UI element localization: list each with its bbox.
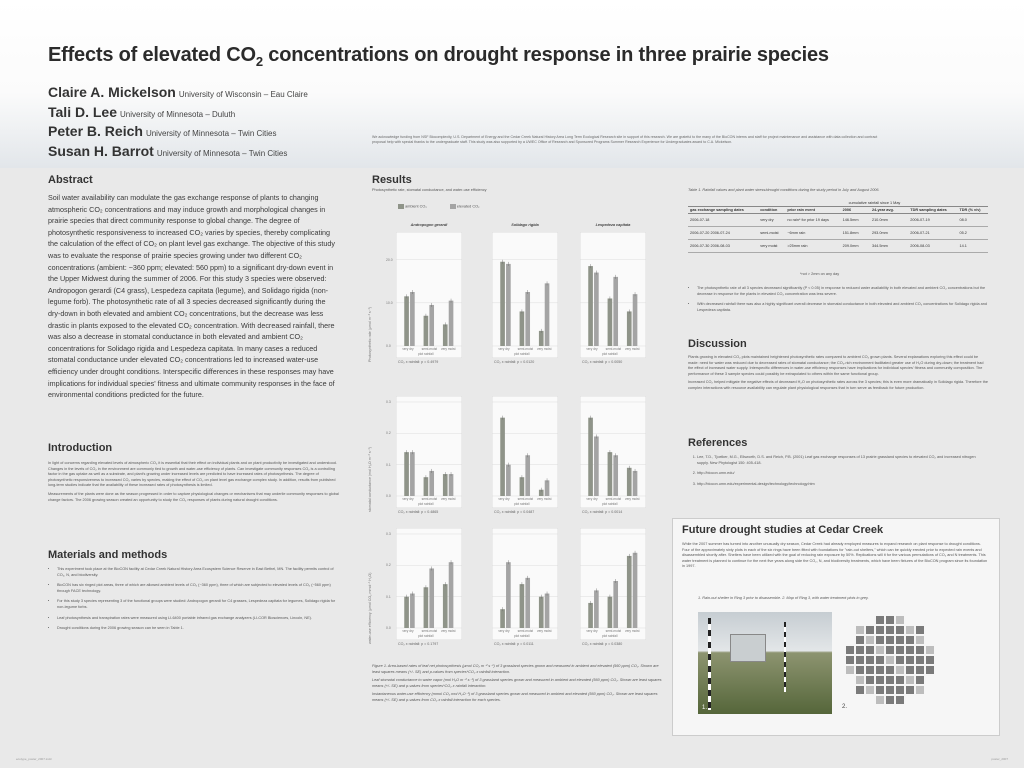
plot-cell: [926, 666, 934, 674]
y-tick-label: 0.2: [386, 431, 391, 436]
bar-ambient: [443, 474, 448, 496]
bar-ambient: [520, 584, 525, 628]
plot-cell: [846, 656, 854, 664]
bar-chart: [396, 396, 462, 508]
acknowledgement: We acknowledge funding from NSF Biocomplexity, U.S. Department of Energy and the Cedar Creek Natural History Area Long Term Ecological Research site in support of this research. We are grateful to the many of the BioCON interns and staff for project maintenance and assistance with data collection and contract proposal help with special thanks to the undergraduate staff. This study was also supported by a UWEC Office of Research and Sponsored Programs Summer Research Experience for Undergraduates award to C.A. Mickelson.: [372, 135, 878, 144]
x-tick-label: semi-moist: [605, 347, 622, 351]
discussion-text: Plants growing in elevated CO₂ plots maintained heightened photosynthetic rates compared to ambient CO₂ grown plants. Several explanations exploring this effect could be made: need for water was reduced due to decreased rates of stomatal conductance; the CO₂-rich environment facilitated greater use of H₂O during dry-down; the treatment had the effect of increased water supply. Interspecific differences in water-use efficiency responses have implications for individual species' fitness and community composition. The performance of these 3 sample species could possibly be extrapolated to others within the same functional group. Increased CO₂ helped mitigate the negative effects of decreased H₂O on photosynthetic rates across the 3 species; this is even more dramatically in Solidago rigida. Therefore the complex interactions with resource availability can regulate plant physiological responses that in turn serve as feedback for future production.: [688, 355, 988, 390]
references-list: 1. Lee, T.D., Tjoelker, M.G., Ellsworth, D.S. and Reich, P.B. (2001) Leaf gas exchange responses of 13 prairie grassland species to elevated CO₂ and increased nitrogen supply. New Phytologist 150: 405-418. 2. http://biocon.umn.edu/ 3. http://biocon.umn.edu/experimental-design/technology/technology.htm: [688, 455, 988, 492]
discussion-heading: Discussion: [688, 338, 747, 350]
plot-cell: [856, 646, 864, 654]
x-tick-label: very moist: [536, 347, 552, 351]
y-tick-label: 0.0: [386, 494, 391, 498]
abstract-heading: Abstract: [48, 174, 93, 186]
bar-ambient: [520, 311, 525, 346]
y-tick-label: 0.3: [386, 532, 391, 536]
bar-elevated: [410, 594, 415, 628]
plot-cell: [866, 686, 874, 694]
plot-cell: [916, 646, 924, 654]
bar-elevated: [449, 562, 454, 628]
bar-ambient: [500, 418, 505, 496]
x-tick-label: very dry: [498, 497, 510, 501]
bar-elevated: [429, 305, 434, 346]
bar-elevated: [594, 590, 599, 628]
plot-cell: [896, 616, 904, 624]
x-tick-label: very moist: [624, 629, 640, 633]
plot-cell: [876, 626, 884, 634]
introduction-text: In light of concerns regarding elevated levels of atmospheric CO₂ it is essential that their effect on individual plants and on plant productivity be investigated and understood. Changes in the levels of CO₂ in the environment are commonly tied to growth and water-use efficiency of plants. Can investigate community responses CO₂ is a controlling factor in the gas uptake as well as a substrate, and plant's growing under increased levels are predicted to have increased rates of photosynthesis. The degree of photosynthetic responsiveness to increased CO₂ varies by species, making the effect of CO₂ on plant level gas exchange complex study. In addition, results from published long-term studies indicate that the availability of these increased rates of photosynthesis is limited. Measurements of the plants were done as the season progressed in order to capture physiological changes or mechanisms that may underlie community responses to global change factors. The 2006 growing season created an opportunity to study the CO₂ responses of plants during natural drought conditions.: [48, 461, 339, 502]
x-tick-label: very dry: [402, 497, 414, 501]
plot-cell: [846, 646, 854, 654]
bar-elevated: [633, 471, 638, 496]
x-tick-label: very dry: [586, 497, 598, 501]
bar-elevated: [449, 301, 454, 346]
plot-cell: [906, 676, 914, 684]
x-axis-label: plot rainfall: [418, 634, 434, 638]
bar-elevated: [594, 273, 599, 346]
bar-ambient: [424, 477, 429, 496]
x-axis-label: plot rainfall: [602, 352, 618, 356]
plot-cell: [856, 656, 864, 664]
y-tick-label: 0.2: [386, 563, 391, 568]
x-tick-label: very dry: [498, 629, 510, 633]
bar-elevated: [525, 578, 530, 628]
plot-cell: [906, 646, 914, 654]
y-axis-label: stomatal conductance (mol H₂O m⁻² s⁻¹): [368, 447, 372, 512]
plot-cell: [896, 676, 904, 684]
x-tick-label: semi-moist: [421, 629, 438, 633]
x-tick-label: very dry: [402, 347, 414, 351]
bar-chart: [580, 396, 646, 508]
future-captions: 1. Rain-out shelter in Ring 3 prior to disassemble. 2. Map of Ring 3, with water treatment plots in grey.: [698, 596, 869, 600]
plot-cell: [866, 676, 874, 684]
bar-elevated: [633, 553, 638, 628]
plot-cell: [886, 656, 894, 664]
interaction-p-value: CO₂ x rainfall: p = 0.4865: [398, 510, 439, 514]
x-tick-label: semi-moist: [605, 629, 622, 633]
bar-elevated: [506, 562, 511, 628]
x-tick-label: very moist: [624, 347, 640, 351]
plot-cell: [866, 626, 874, 634]
bar-elevated: [525, 292, 530, 346]
bar-elevated: [449, 474, 454, 496]
x-tick-label: semi-moist: [517, 497, 534, 501]
y-tick-label: 0.1: [386, 594, 391, 599]
plot-cell: [896, 686, 904, 694]
x-axis-label: plot rainfall: [514, 502, 530, 506]
plot-cell: [906, 636, 914, 644]
y-tick-label: 20.0: [386, 257, 393, 262]
x-tick-label: very moist: [440, 347, 456, 351]
plot-cell: [876, 686, 884, 694]
plot-cell: [906, 686, 914, 694]
x-tick-label: semi-moist: [605, 497, 622, 501]
x-tick-label: very moist: [440, 629, 456, 633]
x-tick-label: very moist: [536, 629, 552, 633]
x-tick-label: very moist: [624, 497, 640, 501]
y-tick-label: 0.0: [386, 344, 391, 348]
x-tick-label: very moist: [440, 497, 456, 501]
bar-ambient: [500, 609, 505, 628]
methods-heading: Materials and methods: [48, 549, 168, 561]
plot-cell: [876, 646, 884, 654]
bar-ambient: [539, 597, 544, 628]
author: Peter B. Reich University of Minnesota – Twin Cities: [48, 123, 277, 139]
results-subtitle: Photosynthetic rate, stomatal conductance, and water-use efficiency: [372, 188, 487, 192]
bar-elevated: [613, 581, 618, 628]
bar-ambient: [443, 324, 448, 346]
survey-pole: [784, 622, 786, 692]
author: Tali D. Lee University of Minnesota – Duluth: [48, 103, 236, 120]
plot-cell: [916, 666, 924, 674]
plot-cell: [886, 676, 894, 684]
bar-ambient: [404, 597, 409, 628]
plot-cell: [876, 616, 884, 624]
bar-chart: [580, 528, 646, 640]
file-label-right: poster_2007: [991, 757, 1008, 761]
plot-cell: [876, 696, 884, 704]
plot-cell: [886, 636, 894, 644]
bar-ambient: [588, 603, 593, 628]
x-tick-label: semi-moist: [517, 347, 534, 351]
interaction-p-value: CO₂ x rainfall: p = 0.0014: [582, 510, 623, 514]
bar-ambient: [443, 584, 448, 628]
y-tick-label: 0.3: [386, 400, 391, 404]
future-heading: Future drought studies at Cedar Creek: [682, 524, 884, 536]
bar-ambient: [627, 311, 632, 346]
map-label: 2.: [842, 704, 848, 710]
y-axis-label: water-use efficiency (μmol CO₂ mmol⁻¹ H₂O): [368, 572, 372, 644]
plot-cell: [926, 656, 934, 664]
author: Claire A. Mickelson University of Wisconsin – Eau Claire: [48, 84, 308, 100]
plot-cell: [916, 656, 924, 664]
legend-swatch-ambient: [398, 204, 404, 209]
chart-legend: ambient CO₂ elevated CO₂: [398, 204, 480, 209]
bar-ambient: [520, 477, 525, 496]
plot-cell: [886, 626, 894, 634]
bar-elevated: [613, 455, 618, 496]
bar-ambient: [627, 468, 632, 496]
plot-cell: [856, 626, 864, 634]
legend-swatch-elevated: [450, 204, 456, 209]
bar-elevated: [410, 452, 415, 496]
ring-3-plot-map: [846, 616, 936, 706]
bar-ambient: [539, 331, 544, 346]
plot-cell: [856, 686, 864, 694]
plot-cell: [876, 656, 884, 664]
bar-elevated: [525, 455, 530, 496]
bar-ambient: [424, 316, 429, 346]
poster-header: [0, 0, 1024, 168]
rainfall-table: cumulative rainfall since 1 May gas exchange sampling dates condition prior rain event 2006 24-year avg. TDR sampling dates TDR (% v/v) 2006-07-18 very dry no rain* for prior 19 days 146.5mm 210.0mm 2006-07-19 08.0 2006-07-20 2006-07-24 semi-moist ~6mm rain 151.8mm 293.0mm 2006-07-21 05.2 2006-07-30 2006-08-03 very moist >25mm rain 209.0mm 344.5mm 2006-08-03 14.1: [688, 200, 988, 253]
x-axis-label: plot rainfall: [602, 502, 618, 506]
author-list: [48, 84, 308, 162]
bar-ambient: [588, 266, 593, 346]
bar-chart: [580, 232, 646, 358]
x-tick-label: very dry: [402, 629, 414, 633]
plot-cell: [856, 636, 864, 644]
plot-cell: [886, 646, 894, 654]
plot-cell: [886, 666, 894, 674]
plot-cell: [866, 656, 874, 664]
bar-chart: [492, 396, 558, 508]
y-tick-label: 0.1: [386, 462, 391, 467]
plot-cell: [906, 666, 914, 674]
y-tick-label: 0.0: [386, 626, 391, 630]
plot-cell: [866, 636, 874, 644]
plot-cell: [876, 666, 884, 674]
plot-cell: [896, 626, 904, 634]
file-label-left: ecotype_poster_2007.indd: [16, 757, 52, 761]
x-axis-label: plot rainfall: [418, 352, 434, 356]
table-row: 2006-07-20 2006-07-24 semi-moist ~6mm rain 151.8mm 293.0mm 2006-07-21 05.2: [688, 227, 988, 240]
table-footnote: *not > 2mm on any day: [800, 272, 840, 276]
bar-ambient: [627, 556, 632, 628]
author: Susan H. Barrot University of Minnesota – Twin Cities: [48, 142, 288, 159]
future-text: While the 2007 summer has turned into another unusually dry season, Cedar Creek had already employed measures to expand research on plant response to drought conditions. Four of the approximately sixty plots in each of the six rings have been fitted with foundations for "rain-out shelters," which can be quickly erected prior to expected rain events and disassembled shortly after. Shelters have been utilized with the goal of reducing rain exposure by 50%. Replications will it for the various permutations of CO₂ and N treatments. This water treatment is planned to continue for the next five years along side the CO₂, N, and biodiversity treatments, which have been fixtures of the BioCON program since its foundation in 1997.: [682, 542, 988, 569]
x-tick-label: semi-moist: [421, 497, 438, 501]
interaction-p-value: CO₂ x rainfall: p = 0.0120: [494, 360, 535, 364]
bar-ambient: [424, 587, 429, 628]
plot-cell: [886, 686, 894, 694]
chart-title: Andropogon gerardi: [410, 223, 448, 227]
bar-elevated: [545, 283, 550, 346]
figure-captions: Figure 1. Area-based rates of leaf net photosynthesis (μmol CO₂ m⁻² s⁻¹) of 3 grassland species grown and measured in ambient and elevated (560 ppm) CO₂. Shown are least squares means (+/- SE) and p-values from species*CO₂ x rainfall interaction. Leaf stomatal conductance to water vapor (mol H₂O m⁻² s⁻¹) of 3 grassland species grown and measured in ambient and elevated (560 ppm) CO₂. Shown are least squares means (+/- SE) and p-values from species*CO₂ x rainfall interaction. Instantaneous water-use efficiency (mmol CO₂ mol H₂O⁻¹) of 3 grassland species grown and measured in ambient and elevated (560 ppm) CO₂. Shown are least squares means (+/- SE) and p-values from CO₂ x rainfall interaction for each species.: [372, 664, 662, 702]
plot-cell: [876, 676, 884, 684]
chart-title: Lespedeza capitata: [595, 223, 631, 227]
bar-elevated: [506, 465, 511, 496]
plot-cell: [916, 686, 924, 694]
plot-cell: [866, 666, 874, 674]
results-heading: Results: [372, 174, 412, 186]
abstract-text: Soil water availability can modulate the gas exchange response of plants to changing atmospheric CO₂ concentrations and may induce growth and morphological changes in prairie species that direct community response to global change. The degree of photosynthetic responsiveness to increased CO₂ varies by species, thereby complicating the calculation of the effect of CO₂ on plant level gas exchange. The objective of this study was to evaluate the response of prairie species growing under two different CO₂ concentrations (ambient: ~360 ppm; elevated: 560 ppm) to a significant dry-down event in the Upper Midwest during the summer of 2006. For this study 3 species were observed: Andropogon gerardi (C4 grass), Lespedeza capitata (legume), and Solidago rigida (non-legume forb). The photosynthetic rate of all 3 species decreased significantly during the dry-down in both elevated and ambient CO₂ concentrations, but the decrease was less drastic in plants exposed to the elevated CO₂ concentration. With decreased rainfall, there was also a decrease in stomatal conductance in both elevated and ambient CO₂ concentrations for Solidago rigida and Lespedeza capitata. In many cases a reduced stomatal conductance under elevated CO₂ concentrations led to increased water-use efficiency under drought conditions. Interspecific differences in these responses may have implications for individual species' fitness and ultimate community responses in the face of environmental conditions predicted for the future.: [48, 193, 336, 400]
y-axis-label: Photosynthetic rate (μmol m⁻² s⁻¹): [368, 307, 372, 362]
interaction-p-value: CO₂ x rainfall: p = 0.0487: [494, 510, 535, 514]
plot-cell: [856, 666, 864, 674]
x-axis-label: plot rainfall: [514, 634, 530, 638]
introduction-heading: Introduction: [48, 442, 113, 454]
bar-ambient: [404, 296, 409, 346]
bar-elevated: [506, 264, 511, 346]
table-row: 2006-07-18 very dry no rain* for prior 19 days 146.5mm 210.0mm 2006-07-19 08.0: [688, 214, 988, 227]
plot-cell: [886, 696, 894, 704]
x-tick-label: very dry: [498, 347, 510, 351]
bar-ambient: [588, 418, 593, 496]
x-axis-label: plot rainfall: [418, 502, 434, 506]
table-notes: • The photosynthetic rate of all 3 species decreased significantly (P < 0.05) in response to reduced water availability in both elevated and ambient CO₂ concentrations but the decrease in response for the plants in elevated CO₂ concentration was less severe. • With decreased rainfall there was also a highly significant overall decrease in stomatal conductance in both elevated and ambient CO₂ concentrations for Solidago rigida and Lespedeza capitata.: [688, 286, 988, 318]
bar-chart: [492, 528, 558, 640]
plot-cell: [856, 676, 864, 684]
chart-title: Solidago rigida: [511, 223, 539, 227]
plot-cell: [916, 676, 924, 684]
bar-chart: [396, 528, 462, 640]
bar-elevated: [594, 436, 599, 496]
plot-cell: [896, 636, 904, 644]
x-axis-label: plot rainfall: [602, 634, 618, 638]
x-tick-label: semi-moist: [421, 347, 438, 351]
bar-chart: [492, 232, 558, 358]
bar-elevated: [429, 568, 434, 628]
x-tick-label: very moist: [536, 497, 552, 501]
plot-cell: [896, 656, 904, 664]
plot-cell: [866, 646, 874, 654]
bar-elevated: [429, 471, 434, 496]
bar-ambient: [608, 298, 613, 346]
rain-out-shelter-photo: 1.: [698, 612, 832, 714]
plot-cell: [896, 696, 904, 704]
plot-cell: [916, 626, 924, 634]
bar-elevated: [545, 594, 550, 628]
shelter-shape: [730, 634, 766, 662]
table-caption: Table 1. Rainfall values and plant water stress/drought conditions during the study period in July and August 2006.: [688, 188, 880, 192]
plot-cell: [896, 666, 904, 674]
plot-cell: [876, 636, 884, 644]
plot-cell: [926, 646, 934, 654]
y-tick-label: 10.0: [386, 300, 393, 305]
bar-elevated: [613, 277, 618, 346]
x-tick-label: very dry: [586, 629, 598, 633]
plot-cell: [916, 636, 924, 644]
bar-ambient: [608, 597, 613, 628]
x-tick-label: semi-moist: [517, 629, 534, 633]
references-heading: References: [688, 437, 748, 449]
plot-cell: [906, 656, 914, 664]
bar-elevated: [545, 480, 550, 496]
bar-ambient: [500, 262, 505, 346]
poster-title: Effects of elevated $CO_2$ concentrations on drought response in three prairie species: [48, 44, 829, 69]
methods-list: • This experiment took place at the BioCON facility at Cedar Creek Natural History Area Ecosystem Science Reserve in East Bethel, MN. The facility permits control of CO₂, N, and biodiversity. • BioCON has six ringed plot areas, three of which are allowed ambient levels of CO₂ (~360 ppm), three of which are subjected to elevated levels of CO₂ (~560 ppm) through FACE technology. • For this study 3 species representing 3 of the functional groups were studied: Andropogon gerardi for C4 grasses, Lespedeza capitata for legumes, Solidago rigida for non-legume forbs. • Leaf photosynthesis and transpiration rates were measured using LI-6400 portable infrared gas exchange analyzers (LI-COR Biosciences, Lincoln, NE). • Drought conditions during the 2006 growing season can be seen in Table 1.: [48, 567, 340, 637]
interaction-p-value: CO₂ x rainfall: p = 0.1797: [398, 642, 439, 646]
bar-elevated: [633, 294, 638, 346]
survey-pole: [708, 618, 711, 710]
table-row: 2006-07-30 2006-08-03 very moist >25mm rain 209.0mm 344.5mm 2006-08-03 14.1: [688, 240, 988, 253]
bar-elevated: [410, 292, 415, 346]
bar-ambient: [608, 452, 613, 496]
x-axis-label: plot rainfall: [514, 352, 530, 356]
bar-chart: [396, 232, 462, 358]
plot-cell: [886, 616, 894, 624]
x-tick-label: very dry: [586, 347, 598, 351]
interaction-p-value: CO₂ x rainfall: p = 0.0380: [582, 642, 623, 646]
bar-ambient: [404, 452, 409, 496]
plot-cell: [906, 626, 914, 634]
interaction-p-value: CO₂ x rainfall: p = 0.0050: [582, 360, 623, 364]
plot-cell: [896, 646, 904, 654]
plot-cell: [846, 666, 854, 674]
interaction-p-value: CO₂ x rainfall: p = 0.0111: [494, 642, 534, 646]
interaction-p-value: CO₂ x rainfall: p = 0.4979: [398, 360, 439, 364]
